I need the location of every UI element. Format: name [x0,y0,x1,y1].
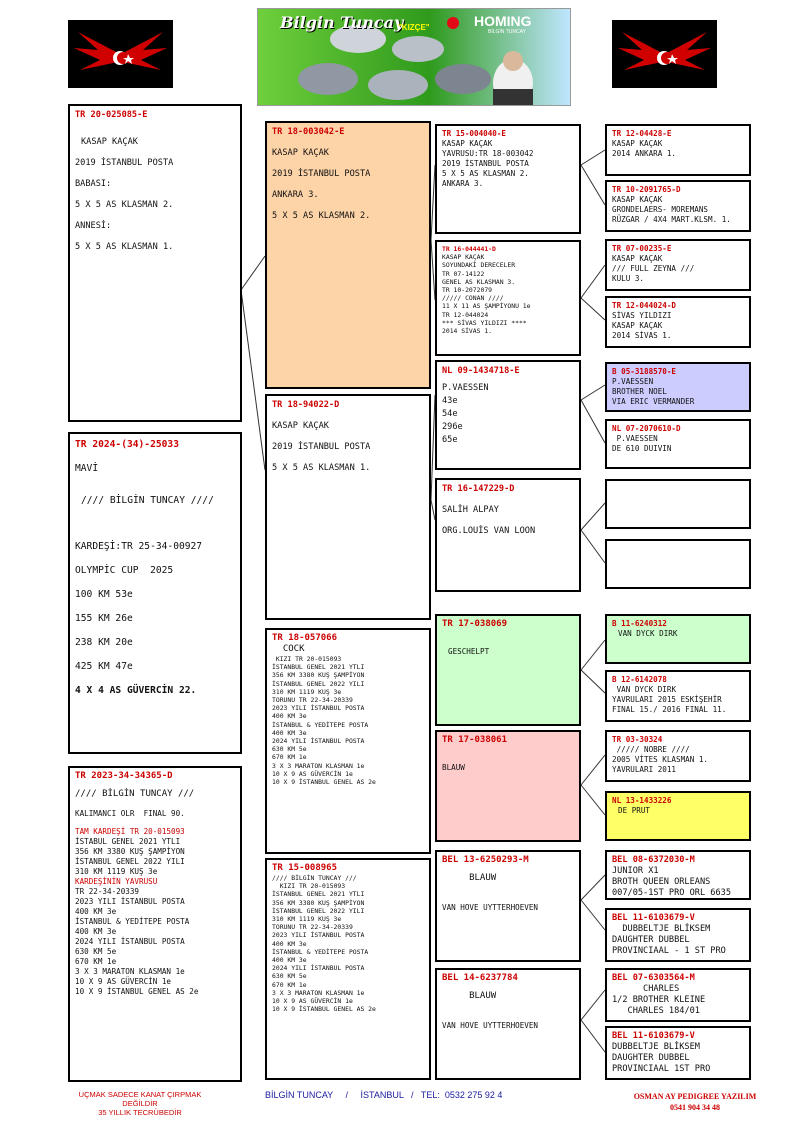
ggp-line: 007/05-1ST PRO ORL 6635 [612,888,731,898]
sibling-line: 356 KM 3380 KUŞ ŞAMPİYON [75,847,185,856]
ggp-line: 1/2 BROTHER KLEINE [612,995,706,1005]
ggp-ring: TR 12-044024-D [612,301,677,310]
sibling-line: //// BİLGİN TUNCAY //// [81,495,214,506]
ggp-line: 2014 SİVAS 1. [612,331,672,340]
footer-motto-2: DEĞİLDİR [122,1099,158,1108]
great-grandparent-card [605,180,751,232]
gp-line: GENEL AS KLASMAN 3. [442,277,516,286]
sibling-line: 425 KM 47e [75,661,133,672]
sibling-line: İSTANBUL & YEDİTEPE POSTA [272,947,369,956]
sibling-line: 3 X 3 MARATON KLASMAN 1e [272,761,365,770]
sibling-line: //// BİLGİN TUNCAY /// [272,874,357,882]
sibling-line: 630 KM 5e [75,947,117,956]
grandparent-card [435,240,581,356]
sibling-line: 356 KM 3380 KUŞ ŞAMPİYON [272,671,365,680]
great-grandparent-card [605,850,751,900]
sibling-ring: TR 15-008965 [272,863,338,873]
gp-line: 5 X 5 AS KLASMAN 2. [442,169,529,178]
gp-ring: TR 15-004040-E [442,129,507,138]
great-grandparent-card [605,670,751,722]
great-grandparent-card [605,791,751,841]
ggp-line: KASAP KAÇAK [612,321,663,330]
ggp-line: PROVINCIAAL 1ST PRO [612,1064,711,1074]
grandparent-card [435,850,581,962]
ggp-line: GRONDELAERS- MOREMANS [612,205,709,214]
sibling-line: 630 KM 5e [272,972,307,981]
gp-ring: TR 17-038069 [442,619,508,629]
pigeon-ring: TR 20-025085-E [75,110,148,120]
sibling-line: OLYMPİC CUP 2025 [75,565,174,576]
sibling-line: İSTANBUL GENEL 2021 YTLI [272,663,365,672]
ggp-line: P.VAESSEN [612,434,658,443]
sibling-line: 3 X 3 MARATON KLASMAN 1e [75,967,185,976]
pigeon-line: BABASI: [75,179,112,189]
ggp-line: PROVINCIAAL - 1 ST PRO [612,946,726,956]
gp-line: ANKARA 3. [442,179,484,188]
sibling-line: TORUNU TR 22-34-20339 [272,696,353,705]
ggp-line: DE 610 DUIVIN [612,444,672,453]
sibling-line: 400 KM 3e [272,728,307,737]
ggp-ring: TR 10-2091765-D [612,185,681,194]
ggp-line: DAUGHTER DUBBEL [612,1053,690,1063]
banner-right-title: HOMING [474,13,532,29]
pigeon-line: ANNESİ: [75,221,112,231]
gp-line: 54e [442,409,458,419]
gp-line: *** SİVAS YILDIZI **** [442,318,527,327]
great-grandparent-card [605,419,751,469]
sibling-line: İSTANBUL & YEDİTEPE POSTA [75,917,190,926]
pigeon-line: 5 X 5 AS KLASMAN 2. [75,200,174,210]
sibling-line: 2024 YILI İSTANBUL POSTA [272,737,365,746]
mother-line: 2019 İSTANBUL POSTA [272,442,371,452]
ggp-line: 2014 ANKARA 1. [612,149,677,158]
sibling-line: 310 KM 1119 KUŞ 3e [272,687,342,696]
father-line: 5 X 5 AS KLASMAN 2. [272,211,371,221]
sibling-line: KARDEŞİNİN YAVRUSU [75,877,158,886]
gp-line: BLAUW [442,991,497,1001]
ggp-ring: TR 12-04428-E [612,129,672,138]
sibling-line: İSTANBUL GENEL 2022 YILI [272,906,365,915]
gp-line: ORG.LOUİS VAN LOON [442,526,536,536]
sibling-line: 3 X 3 MARATON KLASMAN 1e [272,988,365,997]
ggp-line: KASAP KAÇAK [612,195,663,204]
ggp-line: VAN DYCK DIRK [618,629,678,638]
sibling-line: 356 KM 3380 KUŞ ŞAMPİYON [272,898,365,907]
ggp-ring: B 05-3188570-E [612,367,677,376]
ggp-line: P.VAESSEN [612,377,654,386]
gp-ring: TR 16-147229-D [442,484,515,494]
sibling-line: 310 KM 1119 KUŞ 3e [272,915,342,924]
banner-subtitle: "KIZÇE" [398,23,430,32]
gp-line: SALİH ALPAY [442,505,499,515]
sibling-line: TR 22-34-20339 [75,887,140,896]
ggp-line: JUNIOR X1 [612,866,659,876]
gp-line: TR 12-044024 [442,310,489,319]
footer-motto-3: 35 YILLIK TECRÜBEDİR [98,1108,182,1117]
sibling-line: TORUNU TR 22-34-20339 [272,923,353,932]
ggp-line: VAN DYCK DIRK [612,685,677,694]
sibling-line: MAVİ [75,463,99,474]
sibling-line: KALIMANCI OLR FINAL 90. [75,809,185,818]
sibling-line: 670 KM 1e [272,980,307,989]
sibling-ring: TR 2023-34-34365-D [75,771,173,781]
great-grandparent-card [605,296,751,348]
sibling-line: 155 KM 26e [75,613,133,624]
gp-line: 43e [442,396,458,406]
sibling-line: 2024 YILI İSTANBUL POSTA [75,937,185,946]
gp-line: KASAP KAÇAK [442,253,485,262]
ggp-line: BROTH QUEEN ORLEANS [612,877,711,887]
footer-right [600,1091,790,1113]
pigeon-line: 5 X 5 AS KLASMAN 1. [75,242,174,252]
ggp-line: DUBBELTJE BLİKSEM [612,1042,700,1052]
ggp-ring: BEL 08-6372030-M [612,855,695,865]
footer-software: OSMAN AY PEDIGREE YAZILIM [633,1092,757,1101]
ggp-line: FINAL 15./ 2016 FINAL 11. [612,705,727,714]
great-grandparent-card [605,968,751,1022]
great-grandparent-card [605,124,751,176]
ggp-ring: BEL 11-6103679-V [612,1031,695,1041]
sibling-line: 238 KM 20e [75,637,133,648]
footer-contact: BİLGİN TUNCAY / İSTANBUL / TEL: 0532 275 92 4 [265,1090,503,1100]
sibling-line: TAM KARDEŞİ TR 20-015093 [75,827,185,836]
great-grandparent-card [605,539,751,589]
sibling-line: İSTANBUL GENEL 2022 YILI [75,857,185,866]
gp-line: P.VAESSEN [442,383,489,393]
sibling-card [265,858,431,1080]
father-ring: TR 18-003042-E [272,127,345,137]
father-line: 2019 İSTANBUL POSTA [272,169,371,179]
sibling-line: 630 KM 5e [272,745,307,754]
sibling-line: 10 X 9 İSTANBUL GENEL AS 2e [272,778,376,787]
sibling-line: 10 X 9 AS GÜVERCİN 1e [75,977,172,986]
great-grandparent-card [605,730,751,782]
ggp-ring: NL 07-2070610-D [612,424,681,433]
father-line: ANKARA 3. [272,190,319,200]
sibling-card [265,628,431,854]
ggp-line: DAUGHTER DUBBEL [612,935,690,945]
sibling-line: 2023 YILI İSTANBUL POSTA [272,931,365,940]
gp-ring: BEL 14-6237784 [442,973,518,983]
ggp-line: YAVRULARI 2011 [612,765,677,774]
gp-line: TR 10-2072079 [442,286,493,295]
great-grandparent-card [605,908,751,962]
ggp-ring: B 11-6240312 [612,619,667,628]
sibling-line: 400 KM 3e [272,939,307,948]
sibling-ring: TR 2024-(34)-25033 [75,439,179,450]
sibling-line: 310 KM 1119 KUŞ 3e [75,867,158,876]
sibling-line: 670 KM 1e [272,753,307,762]
sibling-line: 2023 YILI İSTANBUL POSTA [272,704,365,713]
ggp-line: KASAP KAÇAK [612,139,663,148]
sibling-line: 400 KM 3e [272,956,307,965]
gp-line: ///// CONAN //// [442,294,504,303]
banner-title: Bilgin Tuncay [280,13,404,32]
gp-line: KASAP KAÇAK [442,139,493,148]
gp-line: SOYUNDAKİ DERECELER [442,261,516,270]
great-grandparent-card [605,239,751,291]
ggp-ring: BEL 07-6303564-M [612,973,695,983]
sibling-line: 400 KM 3e [272,712,307,721]
sibling-line: İSTANBUL & YEDİTEPE POSTA [272,720,369,729]
sibling-ring: TR 18-057066 [272,633,338,643]
sibling-line: //// BİLGİN TUNCAY /// [75,789,195,799]
sibling-line: 100 KM 53e [75,589,133,600]
ggp-ring: NL 13-1433226 [612,796,672,805]
mother-ring: TR 18-94022-D [272,400,340,410]
ggp-line: VIA ERIC VERMANDER [612,397,695,406]
gp-line: 65e [442,435,458,445]
sibling-line: KIZI TR 20-015093 [272,655,342,663]
father-line: KASAP KAÇAK [272,148,329,158]
pigeon-line: 2019 İSTANBUL POSTA [75,158,174,168]
father-card [265,121,431,389]
gp-ring: TR 17-038061 [442,735,508,745]
ggp-line: ///// NOBRE //// [612,745,690,754]
ggp-line: KASAP KAÇAK [612,254,663,263]
ggp-ring: B 12-6142078 [612,675,667,684]
ggp-line: /// FULL ZEYNA /// [612,264,695,273]
banner-right-subtitle: BİLGİN TUNCAY [488,29,526,35]
grandparent-card [435,614,581,726]
sibling-line: 10 X 9 AS GÜVERCİN 1e [272,769,353,778]
sibling-line: İSTANBUL GENEL 2022 YILI [272,679,365,688]
grandparent-card [435,730,581,842]
ggp-line: DE PRUT [618,806,651,815]
gp-ring: TR 16-044441-D [442,245,496,253]
grandparent-card [435,478,581,592]
mother-card [265,394,431,620]
ggp-line: KULU 3. [612,274,645,283]
sibling-line: 10 X 9 AS GÜVERCİN 1e [272,997,353,1006]
sibling-line: COCK [272,644,305,654]
sibling-line: 4 X 4 AS GÜVERCİN 22. [75,685,197,696]
footer-motto-1: UÇMAK SADECE KANAT ÇIRPMAK [78,1090,202,1099]
sibling-line: 670 KM 1e [75,957,117,966]
ggp-line: CHARLES 184/01 [612,1006,700,1016]
gp-ring: NL 09-1434718-E [442,366,520,376]
pigeon-line: KASAP KAÇAK [81,137,138,147]
gp-line: YAVRUSU:TR 18-003042 [442,149,534,158]
grandparent-card [435,124,581,234]
ggp-line: RÜZGAR / 4X4 MART.KLSM. 1. [612,215,731,224]
gp-line: VAN HOVE UYTTERHOEVEN [442,1021,539,1030]
great-grandparent-card [605,362,751,412]
sibling-card [68,432,242,754]
gp-ring: BEL 13-6250293-M [442,855,529,865]
pigeon-card [68,104,242,422]
sibling-line: İSTABUL GENEL 2021 YTLI [75,837,181,846]
sibling-line: İSTANBUL GENEL 2021 YTLI [272,890,365,899]
gp-line: BLAUW [442,763,465,772]
gp-line: 2019 İSTANBUL POSTA [442,159,529,168]
footer-phone: 0541 904 34 48 [670,1103,720,1112]
ggp-line: DUBBELTJE BLİKSEM [612,924,711,934]
sibling-line: KARDEŞİ:TR 25-34-00927 [75,541,203,552]
sibling-line: 10 X 9 İSTANBUL GENEL AS 2e [272,1005,376,1014]
sibling-line: 10 X 9 İSTANBUL GENEL AS 2e [75,987,199,996]
gp-line: BLAUW [442,873,497,883]
sibling-line: 2024 YILI İSTANBUL POSTA [272,964,365,973]
mother-line: 5 X 5 AS KLASMAN 1. [272,463,371,473]
ggp-ring: TR 03-30324 [612,735,663,744]
gp-line: 296e [442,422,463,432]
gp-line: VAN HOVE UYTTERHOEVEN [442,903,539,912]
mother-line: KASAP KAÇAK [272,421,329,431]
footer-left [70,1090,210,1117]
sibling-line: 400 KM 3e [75,907,117,916]
ggp-line: BROTHER NOEL [612,387,667,396]
ggp-ring: BEL 11-6103679-V [612,913,695,923]
sibling-line: 400 KM 3e [75,927,117,936]
grandparent-card [435,360,581,470]
gp-line: 11 X 11 AS ŞAMPİYONU 1e [442,302,531,311]
ggp-ring: TR 07-00235-E [612,244,672,253]
ggp-line: SİVAS YILDIZI [612,311,672,320]
sibling-card [68,766,242,1082]
ggp-line: YAVRULARI 2015 ESKİŞEHİR [612,695,722,704]
ggp-line: 2005 VİTES KLASMAN 1. [612,755,709,764]
grandparent-card [435,968,581,1080]
sibling-line: 2023 YILI İSTANBUL POSTA [75,897,185,906]
sibling-line: KIZI TR 20-015093 [272,882,346,891]
gp-line: GESCHELPT [448,647,490,656]
great-grandparent-card [605,479,751,529]
gp-line: 2014 SİVAS 1. [442,327,493,336]
gp-line: TR 07-14122 [442,269,485,278]
great-grandparent-card [605,614,751,664]
ggp-line: CHARLES [612,984,680,994]
great-grandparent-card [605,1026,751,1080]
